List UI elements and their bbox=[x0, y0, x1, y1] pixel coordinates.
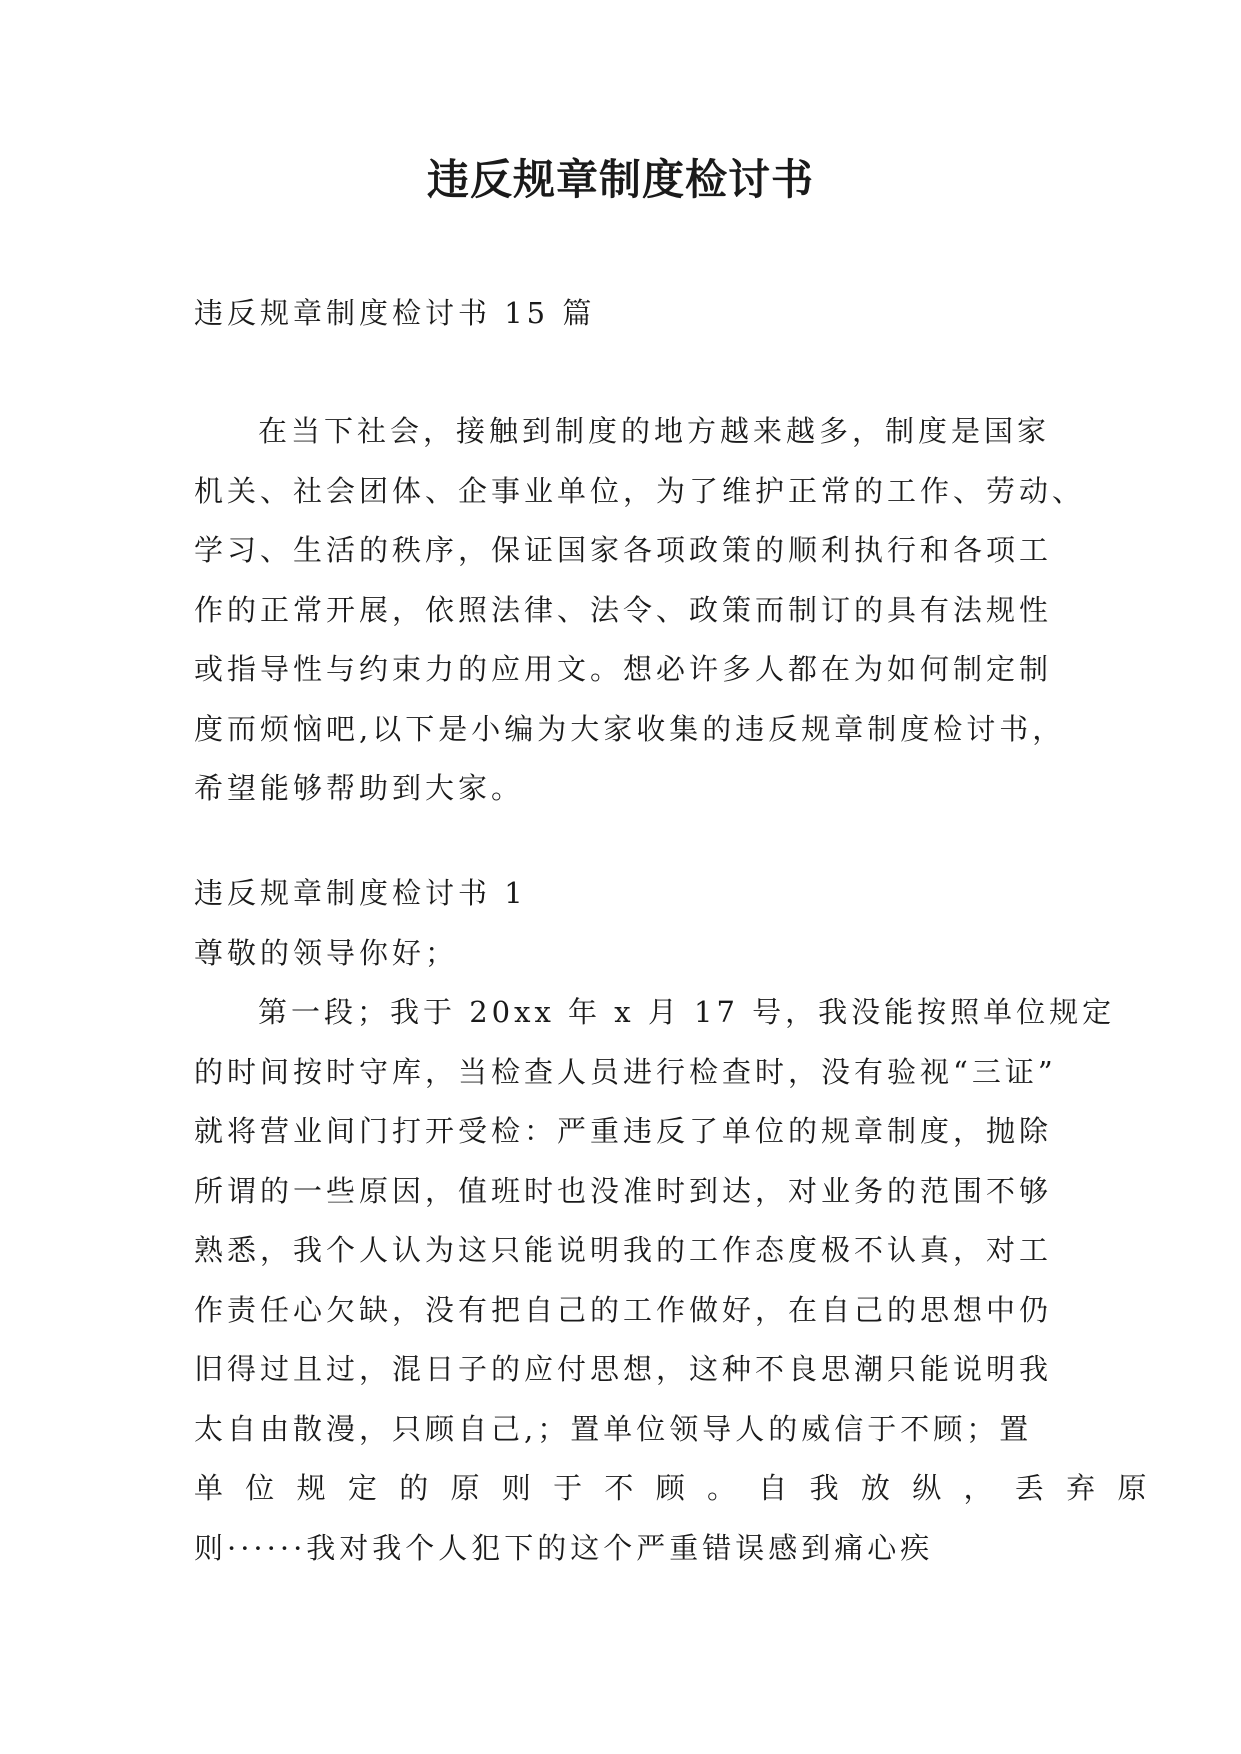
intro-line: 或指导性与约束力的应用文。想必许多人都在为如何制定制 bbox=[194, 652, 1053, 686]
body-line: 的时间按时守库，当检查人员进行检查时，没有验视“三证” bbox=[194, 1054, 1057, 1089]
body-line: 单位规定的原则于不顾。自我放纵，丢弃原 bbox=[194, 1471, 1169, 1505]
intro-paragraph bbox=[194, 402, 1086, 819]
body-line: 作责任心欠缺，没有把自己的工作做好，在自己的思想中仍 bbox=[194, 1292, 1053, 1327]
document-subtitle bbox=[194, 284, 1050, 344]
subtitle-line: 违反规章制度检讨书 15 篇 bbox=[194, 296, 596, 330]
body-line: 则······我对我个人犯下的这个严重错误感到痛心疾 bbox=[194, 1530, 934, 1565]
intro-line: 度而烦恼吧,以下是小编为大家收集的违反规章制度检讨书， bbox=[194, 711, 1066, 746]
section-1 bbox=[194, 864, 1169, 1578]
intro-line: 希望能够帮助到大家。 bbox=[194, 771, 525, 805]
letter-greeting: 尊敬的领导你好； bbox=[194, 935, 459, 970]
body-line: 第一段；我于 20xx 年 x 月 17 号，我没能按照单位规定 bbox=[258, 995, 1116, 1029]
intro-line: 作的正常开展，依照法律、法令、政策而制订的具有法规性 bbox=[194, 592, 1053, 627]
body-line: 旧得过且过，混日子的应付思想，这种不良思潮只能说明我 bbox=[194, 1352, 1053, 1386]
intro-line: 在当下社会，接触到制度的地方越来越多，制度是国家 bbox=[258, 414, 1051, 448]
intro-line: 机关、社会团体、企事业单位，为了维护正常的工作、劳动、 bbox=[194, 473, 1086, 508]
body-line: 太自由散漫，只顾自己,；置单位领导人的威信于不顾；置 bbox=[194, 1411, 1033, 1446]
intro-line: 学习、生活的秩序，保证国家各项政策的顺利执行和各项工 bbox=[194, 533, 1053, 567]
body-line: 所谓的一些原因，值班时也没准时到达，对业务的范围不够 bbox=[194, 1173, 1053, 1208]
section-heading: 违反规章制度检讨书 1 bbox=[194, 876, 527, 910]
body-line: 熟悉，我个人认为这只能说明我的工作态度极不认真，对工 bbox=[194, 1233, 1053, 1267]
document-title: 违反规章制度检讨书 bbox=[426, 155, 814, 204]
body-line: 就将营业间门打开受检：严重违反了单位的规章制度，抛除 bbox=[194, 1114, 1053, 1148]
